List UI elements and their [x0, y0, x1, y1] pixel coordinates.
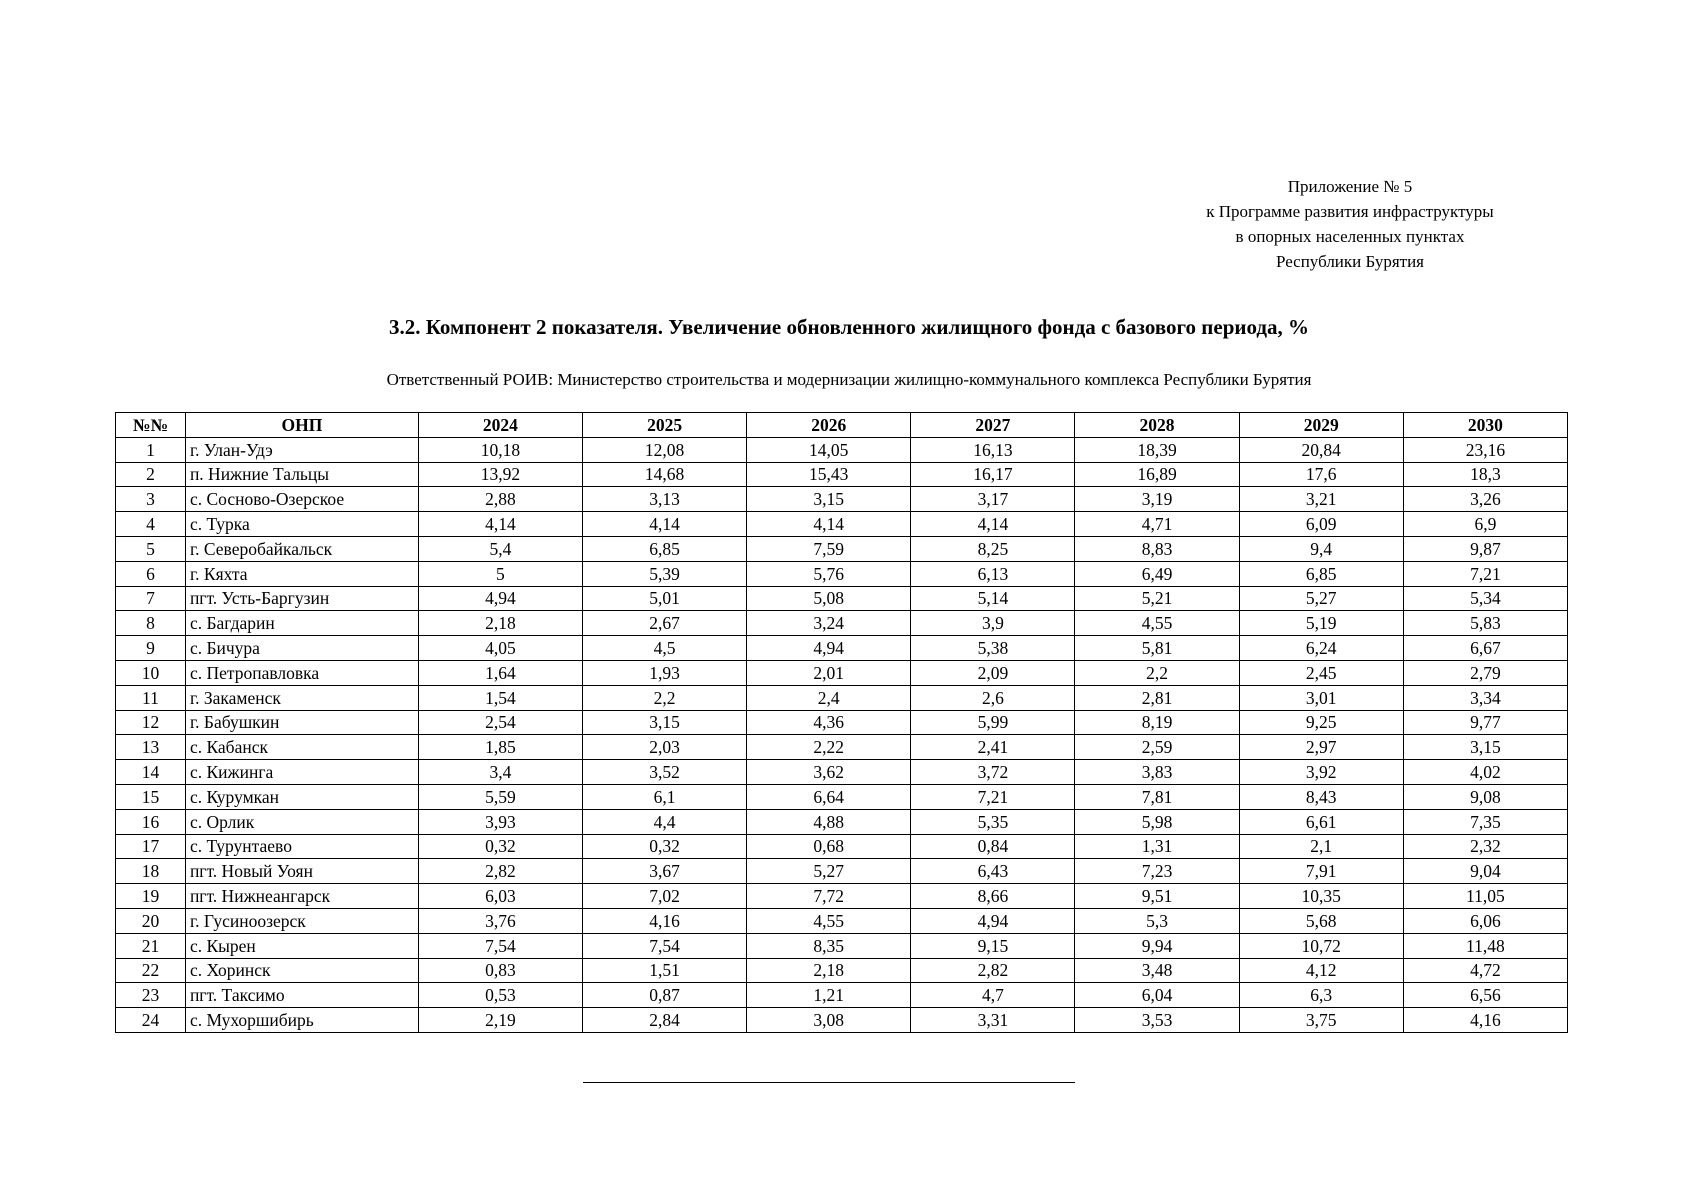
value-cell: 3,52 — [583, 760, 747, 785]
row-number-cell: 23 — [116, 983, 186, 1008]
value-cell: 2,67 — [583, 611, 747, 636]
column-header: №№ — [116, 413, 186, 438]
value-cell: 9,87 — [1403, 536, 1567, 561]
value-cell: 2,82 — [911, 958, 1075, 983]
value-cell: 8,19 — [1075, 710, 1239, 735]
value-cell: 1,51 — [583, 958, 747, 983]
settlement-name-cell: с. Турка — [185, 512, 418, 537]
value-cell: 8,66 — [911, 884, 1075, 909]
value-cell: 2,88 — [418, 487, 582, 512]
value-cell: 13,92 — [418, 462, 582, 487]
value-cell: 4,94 — [911, 908, 1075, 933]
value-cell: 6,1 — [583, 784, 747, 809]
appendix-line-4: Республики Бурятия — [1275, 252, 1425, 271]
value-cell: 10,35 — [1239, 884, 1403, 909]
value-cell: 7,54 — [418, 933, 582, 958]
value-cell: 5,34 — [1403, 586, 1567, 611]
row-number-cell: 6 — [116, 561, 186, 586]
value-cell: 18,3 — [1403, 462, 1567, 487]
row-number-cell: 20 — [116, 908, 186, 933]
value-cell: 0,87 — [583, 983, 747, 1008]
settlement-name-cell: г. Гусиноозерск — [185, 908, 418, 933]
table-row — [116, 784, 1568, 809]
value-cell: 8,83 — [1075, 536, 1239, 561]
appendix-line-3: в опорных населенных пунктах — [1235, 227, 1465, 246]
value-cell: 9,94 — [1075, 933, 1239, 958]
value-cell: 2,09 — [911, 660, 1075, 685]
value-cell: 6,43 — [911, 859, 1075, 884]
value-cell: 5,83 — [1403, 611, 1567, 636]
value-cell: 4,14 — [911, 512, 1075, 537]
value-cell: 4,72 — [1403, 958, 1567, 983]
value-cell: 6,09 — [1239, 512, 1403, 537]
row-number-cell: 2 — [116, 462, 186, 487]
value-cell: 1,21 — [747, 983, 911, 1008]
settlement-name-cell: с. Сосново-Озерское — [185, 487, 418, 512]
value-cell: 3,48 — [1075, 958, 1239, 983]
value-cell: 2,19 — [418, 1008, 582, 1033]
value-cell: 2,84 — [583, 1008, 747, 1033]
value-cell: 3,9 — [911, 611, 1075, 636]
value-cell: 6,49 — [1075, 561, 1239, 586]
value-cell: 6,3 — [1239, 983, 1403, 1008]
value-cell: 2,45 — [1239, 660, 1403, 685]
value-cell: 4,14 — [583, 512, 747, 537]
row-number-cell: 22 — [116, 958, 186, 983]
row-number-cell: 9 — [116, 636, 186, 661]
table-row — [116, 760, 1568, 785]
value-cell: 3,31 — [911, 1008, 1075, 1033]
table-row — [116, 685, 1568, 710]
value-cell: 4,5 — [583, 636, 747, 661]
row-number-cell: 1 — [116, 437, 186, 462]
value-cell: 3,92 — [1239, 760, 1403, 785]
appendix-line-1: Приложение № 5 — [1287, 177, 1413, 196]
settlement-name-cell: с. Кижинга — [185, 760, 418, 785]
row-number-cell: 11 — [116, 685, 186, 710]
value-cell: 4,14 — [747, 512, 911, 537]
value-cell: 10,18 — [418, 437, 582, 462]
settlement-name-cell: пгт. Нижнеангарск — [185, 884, 418, 909]
value-cell: 7,54 — [583, 933, 747, 958]
value-cell: 2,22 — [747, 735, 911, 760]
value-cell: 3,08 — [747, 1008, 911, 1033]
value-cell: 5,14 — [911, 586, 1075, 611]
value-cell: 2,2 — [1075, 660, 1239, 685]
value-cell: 2,6 — [911, 685, 1075, 710]
value-cell: 5,3 — [1075, 908, 1239, 933]
row-number-cell: 3 — [116, 487, 186, 512]
value-cell: 2,4 — [747, 685, 911, 710]
value-cell: 2,2 — [583, 685, 747, 710]
value-cell: 6,9 — [1403, 512, 1567, 537]
value-cell: 7,35 — [1403, 809, 1567, 834]
value-cell: 1,64 — [418, 660, 582, 685]
settlement-name-cell: с. Турунтаево — [185, 834, 418, 859]
value-cell: 3,93 — [418, 809, 582, 834]
value-cell: 2,82 — [418, 859, 582, 884]
settlement-name-cell: г. Улан-Удэ — [185, 437, 418, 462]
row-number-cell: 7 — [116, 586, 186, 611]
row-number-cell: 21 — [116, 933, 186, 958]
value-cell: 3,72 — [911, 760, 1075, 785]
value-cell: 3,62 — [747, 760, 911, 785]
table-row — [116, 611, 1568, 636]
table-row — [116, 561, 1568, 586]
settlement-name-cell: п. Нижние Тальцы — [185, 462, 418, 487]
value-cell: 9,04 — [1403, 859, 1567, 884]
row-number-cell: 16 — [116, 809, 186, 834]
value-cell: 1,85 — [418, 735, 582, 760]
column-header: 2028 — [1075, 413, 1239, 438]
value-cell: 3,15 — [583, 710, 747, 735]
document-title: 3.2. Компонент 2 показателя. Увеличение обновленного жилищного фонда с базового периода, % — [388, 315, 1310, 339]
value-cell: 7,91 — [1239, 859, 1403, 884]
value-cell: 6,67 — [1403, 636, 1567, 661]
value-cell: 0,32 — [583, 834, 747, 859]
value-cell: 5,01 — [583, 586, 747, 611]
value-cell: 1,54 — [418, 685, 582, 710]
value-cell: 17,6 — [1239, 462, 1403, 487]
column-header: 2026 — [747, 413, 911, 438]
settlement-name-cell: с. Мухоршибирь — [185, 1008, 418, 1033]
value-cell: 5,27 — [1239, 586, 1403, 611]
value-cell: 0,32 — [418, 834, 582, 859]
value-cell: 0,84 — [911, 834, 1075, 859]
column-header: 2030 — [1403, 413, 1567, 438]
value-cell: 7,21 — [911, 784, 1075, 809]
value-cell: 2,1 — [1239, 834, 1403, 859]
value-cell: 16,13 — [911, 437, 1075, 462]
row-number-cell: 4 — [116, 512, 186, 537]
value-cell: 3,34 — [1403, 685, 1567, 710]
value-cell: 9,77 — [1403, 710, 1567, 735]
value-cell: 5,35 — [911, 809, 1075, 834]
value-cell: 0,68 — [747, 834, 911, 859]
value-cell: 3,01 — [1239, 685, 1403, 710]
value-cell: 5,59 — [418, 784, 582, 809]
value-cell: 3,53 — [1075, 1008, 1239, 1033]
value-cell: 2,41 — [911, 735, 1075, 760]
value-cell: 7,59 — [747, 536, 911, 561]
table-row — [116, 983, 1568, 1008]
value-cell: 4,16 — [583, 908, 747, 933]
value-cell: 3,15 — [1403, 735, 1567, 760]
value-cell: 2,97 — [1239, 735, 1403, 760]
value-cell: 0,83 — [418, 958, 582, 983]
value-cell: 4,94 — [418, 586, 582, 611]
row-number-cell: 18 — [116, 859, 186, 884]
value-cell: 16,89 — [1075, 462, 1239, 487]
table-row — [116, 462, 1568, 487]
value-cell: 11,05 — [1403, 884, 1567, 909]
row-number-cell: 10 — [116, 660, 186, 685]
row-number-cell: 24 — [116, 1008, 186, 1033]
appendix-line-2: к Программе развития инфраструктуры — [1206, 202, 1494, 221]
value-cell: 4,12 — [1239, 958, 1403, 983]
value-cell: 5,4 — [418, 536, 582, 561]
table-row — [116, 884, 1568, 909]
value-cell: 5,08 — [747, 586, 911, 611]
settlement-name-cell: с. Орлик — [185, 809, 418, 834]
value-cell: 12,08 — [583, 437, 747, 462]
value-cell: 5,38 — [911, 636, 1075, 661]
value-cell: 6,04 — [1075, 983, 1239, 1008]
value-cell: 5,99 — [911, 710, 1075, 735]
value-cell: 11,48 — [1403, 933, 1567, 958]
row-number-cell: 15 — [116, 784, 186, 809]
value-cell: 5,19 — [1239, 611, 1403, 636]
table-row — [116, 536, 1568, 561]
table-row — [116, 933, 1568, 958]
value-cell: 3,83 — [1075, 760, 1239, 785]
value-cell: 6,85 — [583, 536, 747, 561]
value-cell: 7,21 — [1403, 561, 1567, 586]
value-cell: 3,21 — [1239, 487, 1403, 512]
value-cell: 3,13 — [583, 487, 747, 512]
value-cell: 18,39 — [1075, 437, 1239, 462]
value-cell: 16,17 — [911, 462, 1075, 487]
value-cell: 5,39 — [583, 561, 747, 586]
settlement-name-cell: с. Хоринск — [185, 958, 418, 983]
row-number-cell: 14 — [116, 760, 186, 785]
value-cell: 4,7 — [911, 983, 1075, 1008]
row-number-cell: 17 — [116, 834, 186, 859]
value-cell: 7,72 — [747, 884, 911, 909]
value-cell: 4,02 — [1403, 760, 1567, 785]
settlement-name-cell: пгт. Таксимо — [185, 983, 418, 1008]
value-cell: 4,55 — [747, 908, 911, 933]
settlement-name-cell: с. Бичура — [185, 636, 418, 661]
value-cell: 3,67 — [583, 859, 747, 884]
settlement-name-cell: с. Кырен — [185, 933, 418, 958]
value-cell: 6,85 — [1239, 561, 1403, 586]
value-cell: 6,03 — [418, 884, 582, 909]
settlement-name-cell: г. Бабушкин — [185, 710, 418, 735]
table-row — [116, 1008, 1568, 1033]
value-cell: 3,26 — [1403, 487, 1567, 512]
table-row — [116, 834, 1568, 859]
value-cell: 2,59 — [1075, 735, 1239, 760]
value-cell: 2,32 — [1403, 834, 1567, 859]
value-cell: 7,23 — [1075, 859, 1239, 884]
settlement-name-cell: с. Кабанск — [185, 735, 418, 760]
value-cell: 3,15 — [747, 487, 911, 512]
table-row — [116, 586, 1568, 611]
value-cell: 6,61 — [1239, 809, 1403, 834]
value-cell: 6,64 — [747, 784, 911, 809]
settlement-name-cell: пгт. Новый Уоян — [185, 859, 418, 884]
table-row — [116, 437, 1568, 462]
value-cell: 15,43 — [747, 462, 911, 487]
row-number-cell: 8 — [116, 611, 186, 636]
value-cell: 6,56 — [1403, 983, 1567, 1008]
value-cell: 4,36 — [747, 710, 911, 735]
value-cell: 8,43 — [1239, 784, 1403, 809]
row-number-cell: 13 — [116, 735, 186, 760]
table-body — [116, 437, 1568, 1032]
value-cell: 5,21 — [1075, 586, 1239, 611]
value-cell: 7,02 — [583, 884, 747, 909]
settlement-name-cell: с. Курумкан — [185, 784, 418, 809]
value-cell: 7,81 — [1075, 784, 1239, 809]
value-cell: 3,75 — [1239, 1008, 1403, 1033]
value-cell: 2,54 — [418, 710, 582, 735]
indicator-table — [115, 412, 1568, 1033]
value-cell: 10,72 — [1239, 933, 1403, 958]
table-row — [116, 487, 1568, 512]
value-cell: 0,53 — [418, 983, 582, 1008]
value-cell: 9,15 — [911, 933, 1075, 958]
value-cell: 4,55 — [1075, 611, 1239, 636]
value-cell: 2,18 — [747, 958, 911, 983]
row-number-cell: 5 — [116, 536, 186, 561]
value-cell: 2,03 — [583, 735, 747, 760]
value-cell: 4,4 — [583, 809, 747, 834]
value-cell: 4,94 — [747, 636, 911, 661]
column-header: 2024 — [418, 413, 582, 438]
value-cell: 5 — [418, 561, 582, 586]
value-cell: 14,05 — [747, 437, 911, 462]
table-row — [116, 636, 1568, 661]
settlement-name-cell: г. Северобайкальск — [185, 536, 418, 561]
value-cell: 2,18 — [418, 611, 582, 636]
header-row — [116, 413, 1568, 438]
settlement-name-cell: с. Багдарин — [185, 611, 418, 636]
value-cell: 9,25 — [1239, 710, 1403, 735]
column-header: ОНП — [185, 413, 418, 438]
value-cell: 2,79 — [1403, 660, 1567, 685]
responsible-authority: Ответственный РОИВ: Министерство строительства и модернизации жилищно-коммунального комплекса Республики Бурятия — [386, 370, 1312, 389]
settlement-name-cell: г. Кяхта — [185, 561, 418, 586]
table-row — [116, 735, 1568, 760]
value-cell: 8,35 — [747, 933, 911, 958]
column-header: 2029 — [1239, 413, 1403, 438]
value-cell: 3,24 — [747, 611, 911, 636]
appendix-note — [1100, 174, 1600, 274]
table-row — [116, 809, 1568, 834]
value-cell: 3,17 — [911, 487, 1075, 512]
value-cell: 9,08 — [1403, 784, 1567, 809]
value-cell: 5,98 — [1075, 809, 1239, 834]
value-cell: 23,16 — [1403, 437, 1567, 462]
value-cell: 3,76 — [418, 908, 582, 933]
value-cell: 9,51 — [1075, 884, 1239, 909]
value-cell: 5,27 — [747, 859, 911, 884]
value-cell: 9,4 — [1239, 536, 1403, 561]
value-cell: 1,93 — [583, 660, 747, 685]
value-cell: 20,84 — [1239, 437, 1403, 462]
settlement-name-cell: пгт. Усть-Баргузин — [185, 586, 418, 611]
column-header: 2025 — [583, 413, 747, 438]
column-header: 2027 — [911, 413, 1075, 438]
value-cell: 2,01 — [747, 660, 911, 685]
value-cell: 14,68 — [583, 462, 747, 487]
value-cell: 4,14 — [418, 512, 582, 537]
value-cell: 6,24 — [1239, 636, 1403, 661]
row-number-cell: 19 — [116, 884, 186, 909]
table-row — [116, 512, 1568, 537]
table-header — [116, 413, 1568, 438]
table-row — [116, 710, 1568, 735]
value-cell: 4,71 — [1075, 512, 1239, 537]
value-cell: 3,4 — [418, 760, 582, 785]
value-cell: 4,05 — [418, 636, 582, 661]
table-row — [116, 859, 1568, 884]
value-cell: 4,16 — [1403, 1008, 1567, 1033]
value-cell: 4,88 — [747, 809, 911, 834]
table-row — [116, 660, 1568, 685]
value-cell: 6,06 — [1403, 908, 1567, 933]
value-cell: 5,68 — [1239, 908, 1403, 933]
value-cell: 2,81 — [1075, 685, 1239, 710]
footer-rule — [583, 1082, 1075, 1083]
settlement-name-cell: г. Закаменск — [185, 685, 418, 710]
value-cell: 8,25 — [911, 536, 1075, 561]
value-cell: 5,81 — [1075, 636, 1239, 661]
value-cell: 3,19 — [1075, 487, 1239, 512]
settlement-name-cell: с. Петропавловка — [185, 660, 418, 685]
table-row — [116, 908, 1568, 933]
row-number-cell: 12 — [116, 710, 186, 735]
value-cell: 6,13 — [911, 561, 1075, 586]
value-cell: 1,31 — [1075, 834, 1239, 859]
value-cell: 5,76 — [747, 561, 911, 586]
table-row — [116, 958, 1568, 983]
